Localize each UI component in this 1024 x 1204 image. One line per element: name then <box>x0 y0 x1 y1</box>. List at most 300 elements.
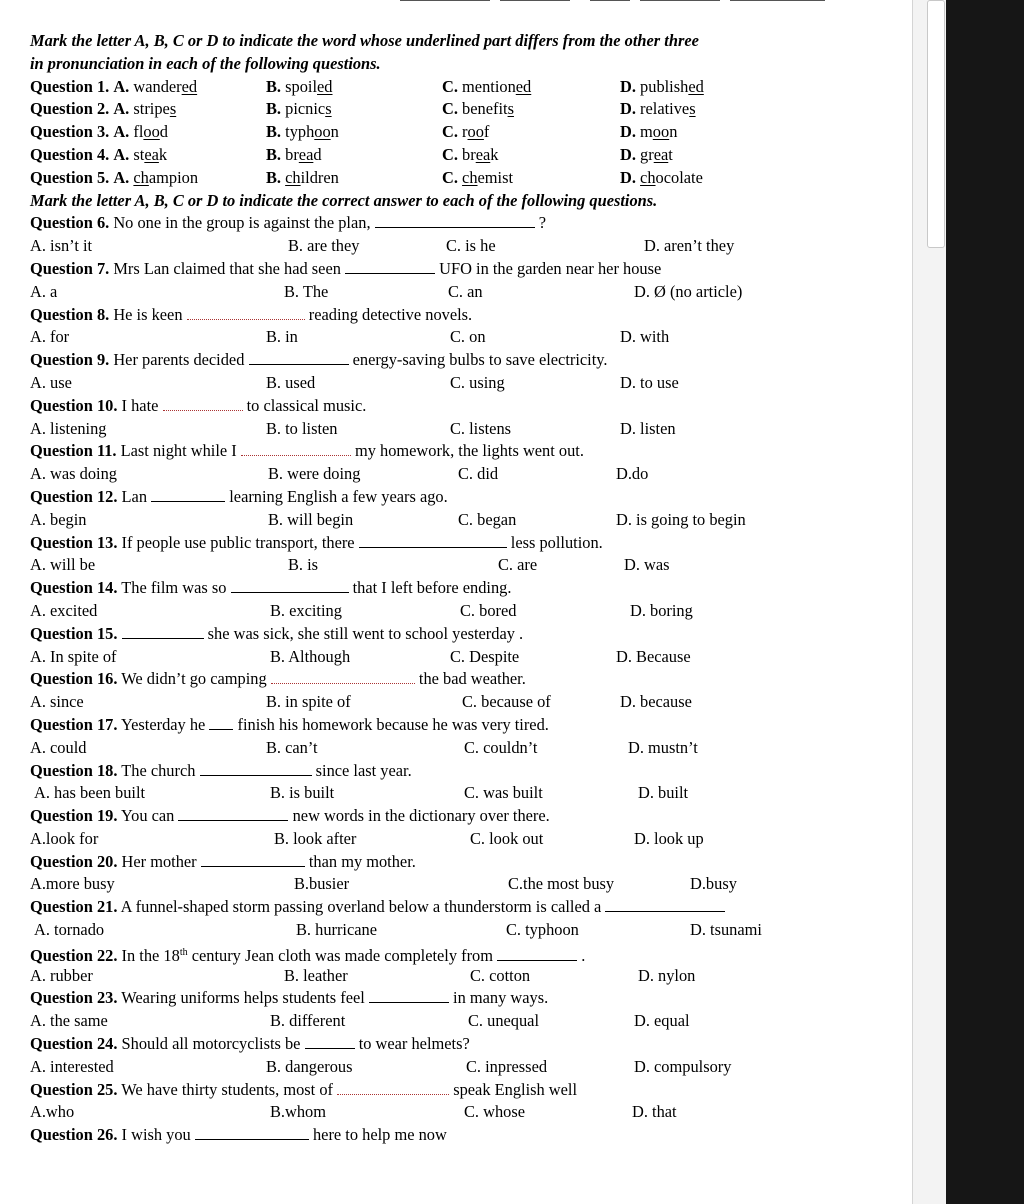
answer-option[interactable]: A. has been built <box>34 783 146 803</box>
answer-blank[interactable] <box>178 805 288 821</box>
answer-option[interactable]: D. to use <box>620 372 679 392</box>
pronunciation-questions <box>30 76 890 190</box>
answer-blank[interactable] <box>337 1079 449 1095</box>
answer-option[interactable]: C. began <box>458 509 517 529</box>
question-stem <box>30 760 890 783</box>
answer-option[interactable]: A. will be <box>30 555 96 575</box>
question-number: Question 10. <box>30 395 118 415</box>
answer-option[interactable] <box>620 76 704 99</box>
option-letter: C. <box>442 76 458 96</box>
underlined-part: oo <box>314 122 331 142</box>
word-part: typh <box>285 122 315 142</box>
question-text: . <box>581 945 586 965</box>
question-text: Her parents decided <box>113 350 245 370</box>
word-part: emist <box>477 167 514 187</box>
question-number: Question 7. <box>30 258 110 278</box>
question-stem <box>30 805 890 828</box>
word-part: fl <box>133 122 144 142</box>
answer-option[interactable]: B. in <box>266 327 298 347</box>
answer-option[interactable]: D. is going to begin <box>616 509 746 529</box>
answer-blank[interactable] <box>195 1124 309 1140</box>
answer-option[interactable] <box>266 167 339 190</box>
question-stem <box>30 1033 890 1056</box>
answer-option[interactable]: C. was built <box>464 783 543 803</box>
question-text: Yesterday he <box>120 714 206 734</box>
option-letter: A. <box>113 144 130 164</box>
question-text: The church <box>121 760 196 780</box>
question-text: finish his homework because he was very tired. <box>237 714 549 734</box>
answer-option[interactable] <box>620 167 703 190</box>
word-part: t <box>668 144 673 164</box>
question-stem <box>30 258 890 281</box>
answer-blank[interactable] <box>122 623 204 639</box>
answer-option[interactable]: C. couldn’t <box>464 737 538 757</box>
answer-option[interactable]: D.busy <box>690 874 737 894</box>
question-number: Question 26. <box>30 1125 118 1145</box>
answer-options-row <box>30 372 890 395</box>
question-number: Question 11. <box>30 441 117 461</box>
question-stem <box>30 395 890 418</box>
answer-option[interactable]: D. boring <box>630 600 693 620</box>
option-letter: D. <box>620 167 636 187</box>
answer-option[interactable]: D. was <box>624 555 670 575</box>
answer-blank[interactable] <box>200 760 312 776</box>
answer-option[interactable]: B. is built <box>270 783 335 803</box>
question-stem <box>30 304 890 327</box>
question-text: Her mother <box>121 851 197 871</box>
word-part: d <box>159 122 168 142</box>
answer-option[interactable]: A. In spite of <box>30 646 117 666</box>
question-text: my homework, the lights went out. <box>354 441 584 461</box>
question-text: ? <box>538 213 547 233</box>
answer-option[interactable]: D. mustn’t <box>628 737 698 757</box>
answer-blank[interactable] <box>375 212 535 228</box>
answer-option[interactable]: A. since <box>30 692 84 712</box>
word-part: st <box>133 144 145 164</box>
option-letter: D. <box>620 122 636 142</box>
question-text: than my mother. <box>308 851 416 871</box>
answer-option[interactable]: C. inpressed <box>466 1056 548 1076</box>
option-letter: C. <box>442 99 458 119</box>
answer-blank[interactable] <box>345 258 435 274</box>
word-part: picnic <box>285 99 326 119</box>
answer-option[interactable]: A.more busy <box>30 874 115 894</box>
question-stem <box>30 987 890 1010</box>
instruction-pronunciation-2: in pronunciation in each of the following questions. <box>30 53 381 73</box>
underlined-part: s <box>325 99 332 119</box>
answer-options-row <box>30 828 890 851</box>
answer-option[interactable]: A. isn’t it <box>30 236 93 256</box>
answer-option[interactable]: D. Ø (no article) <box>634 281 743 301</box>
answer-option[interactable] <box>620 121 677 144</box>
question-text: In the 18 <box>121 945 180 965</box>
option-letter: B. <box>266 167 282 187</box>
answer-option[interactable]: B. in spite of <box>266 692 351 712</box>
word-part: ildren <box>300 167 339 187</box>
question-text: that I left before ending. <box>352 578 512 598</box>
question-text: A funnel-shaped storm passing overland below a thunderstorm is called a <box>120 897 602 917</box>
answer-option[interactable]: C. because of <box>462 692 551 712</box>
answer-blank[interactable] <box>241 440 351 456</box>
word-part: d <box>313 144 322 164</box>
answer-blank[interactable] <box>359 532 507 548</box>
word-part: r <box>462 122 468 142</box>
question-stem <box>30 577 890 600</box>
word-part: br <box>285 144 299 164</box>
question-label: Question 5. <box>30 167 110 187</box>
underlined-part: s <box>689 99 696 119</box>
answer-option[interactable]: C. did <box>458 464 499 484</box>
option-letter: B. <box>266 122 282 142</box>
answer-option[interactable]: A. use <box>30 372 72 392</box>
question-number: Question 13. <box>30 532 118 552</box>
question-number: Question 18. <box>30 760 118 780</box>
question-number: Question 21. <box>30 897 118 917</box>
answer-option[interactable]: B. were doing <box>268 464 361 484</box>
question-stem <box>30 212 890 235</box>
underlined-part: s <box>507 99 514 119</box>
answer-option[interactable]: C. is he <box>446 236 496 256</box>
option-letter: A. <box>113 122 130 142</box>
answer-option[interactable] <box>30 76 197 99</box>
answer-option[interactable]: D.do <box>616 464 649 484</box>
question-stem <box>30 714 890 737</box>
question-text: I hate <box>121 395 159 415</box>
superscript: th <box>179 946 188 958</box>
answer-options-row <box>30 281 890 304</box>
question-stem <box>30 1124 890 1147</box>
answer-option[interactable]: B. to listen <box>266 418 338 438</box>
question-stem <box>30 486 890 509</box>
underlined-part: ed <box>515 76 532 96</box>
answer-option[interactable] <box>620 144 673 167</box>
multiple-choice-questions <box>30 212 890 1147</box>
answer-option[interactable]: C. bored <box>460 600 517 620</box>
answer-option[interactable]: A. a <box>30 281 58 301</box>
answer-option[interactable]: D. because <box>620 692 692 712</box>
answer-blank[interactable] <box>201 851 305 867</box>
question-text: We have thirty students, most of <box>121 1079 333 1099</box>
question-number: Question 9. <box>30 350 110 370</box>
question-text: The film was so <box>121 578 227 598</box>
underlined-part: ed <box>688 76 704 96</box>
question-text: new words in the dictionary over there. <box>292 806 550 826</box>
answer-option[interactable] <box>442 167 513 190</box>
answer-option[interactable]: B. Although <box>270 646 351 666</box>
answer-option[interactable] <box>30 144 167 167</box>
question-stem <box>30 1079 890 1102</box>
underlined-part: ea <box>653 144 669 164</box>
answer-option[interactable]: A. listening <box>30 418 107 438</box>
question-text: Wearing uniforms helps students feel <box>121 988 365 1008</box>
underlined-part: ea <box>144 144 159 164</box>
question-text: reading detective novels. <box>308 304 473 324</box>
question-stem <box>30 668 890 691</box>
option-letter: D. <box>620 76 636 96</box>
pronunciation-question <box>30 98 890 121</box>
underlined-part: ed <box>181 76 198 96</box>
option-letter: C. <box>442 122 458 142</box>
answer-option[interactable] <box>30 98 176 121</box>
question-number: Question 8. <box>30 304 110 324</box>
question-number: Question 25. <box>30 1079 118 1099</box>
answer-option[interactable]: A. could <box>30 737 87 757</box>
pronunciation-question <box>30 76 890 99</box>
question-number: Question 6. <box>30 213 110 233</box>
word-part: n <box>669 122 678 142</box>
answer-blank[interactable] <box>209 714 233 730</box>
answer-option[interactable]: B. leather <box>284 965 348 985</box>
answer-option[interactable]: B. The <box>284 281 329 301</box>
answer-option[interactable]: D. look up <box>634 828 704 848</box>
question-text: to classical music. <box>246 395 367 415</box>
answer-options-row <box>30 1010 890 1033</box>
answer-option[interactable]: C. look out <box>470 828 544 848</box>
question-text: energy-saving bulbs to save electricity. <box>352 350 608 370</box>
word-part: stripe <box>133 99 170 119</box>
answer-option[interactable]: B. hurricane <box>296 920 378 940</box>
answer-option[interactable]: D. built <box>638 783 689 803</box>
answer-option[interactable]: D. nylon <box>638 965 696 985</box>
question-stem <box>30 942 890 965</box>
answer-option[interactable]: D. that <box>632 1102 677 1122</box>
answer-option[interactable]: B. will begin <box>268 509 354 529</box>
answer-option[interactable]: C. typhoon <box>506 920 579 940</box>
word-part: ampion <box>148 167 199 187</box>
answer-option[interactable]: D. compulsory <box>634 1056 732 1076</box>
answer-option[interactable]: C. are <box>498 555 538 575</box>
answer-option[interactable]: A. begin <box>30 509 87 529</box>
answer-blank[interactable] <box>187 304 305 320</box>
answer-options-row <box>30 646 890 669</box>
underlined-part: ch <box>462 167 478 187</box>
word-part: wander <box>133 76 182 96</box>
answer-option[interactable] <box>266 98 332 121</box>
answer-option[interactable] <box>442 121 489 144</box>
question-label: Question 3. <box>30 122 110 142</box>
question-text: to wear helmets? <box>358 1034 470 1054</box>
answer-option[interactable]: A.who <box>30 1102 75 1122</box>
question-text: the bad weather. <box>418 669 526 689</box>
word-part: n <box>330 122 339 142</box>
answer-option[interactable]: C. Despite <box>450 646 520 666</box>
answer-options-row <box>30 463 890 486</box>
answer-blank[interactable] <box>497 945 577 961</box>
question-text: since last year. <box>315 760 412 780</box>
question-text: No one in the group is against the plan, <box>113 213 371 233</box>
answer-options-row <box>30 873 890 896</box>
word-part: relative <box>640 99 690 119</box>
question-stem <box>30 532 890 555</box>
question-stem <box>30 440 890 463</box>
question-text: We didn’t go camping <box>121 669 267 689</box>
question-label: Question 4. <box>30 144 110 164</box>
question-text: Should all motorcyclists be <box>121 1034 301 1054</box>
question-text: learning English a few years ago. <box>229 486 448 506</box>
answer-option[interactable]: B. is <box>288 555 319 575</box>
answer-option[interactable]: A. interested <box>30 1056 114 1076</box>
answer-option[interactable] <box>266 144 322 167</box>
word-part: m <box>640 122 653 142</box>
word-part: gr <box>640 144 654 164</box>
question-text: Mrs Lan claimed that she had seen <box>113 258 341 278</box>
answer-option[interactable]: D. listen <box>620 418 676 438</box>
question-number: Question 20. <box>30 851 118 871</box>
answer-option[interactable]: B. used <box>266 372 316 392</box>
answer-options-row <box>30 600 890 623</box>
answer-option[interactable]: B. look after <box>274 828 357 848</box>
answer-option[interactable]: A. rubber <box>30 965 93 985</box>
answer-option[interactable]: B. can’t <box>266 737 318 757</box>
answer-option[interactable]: D. aren’t they <box>644 236 735 256</box>
question-text: Lan <box>121 486 148 506</box>
answer-blank[interactable] <box>369 987 449 1003</box>
question-number: Question 16. <box>30 669 118 689</box>
underlined-part: oo <box>143 122 160 142</box>
answer-option[interactable]: D. tsunami <box>690 920 762 940</box>
answer-options-row <box>30 737 890 760</box>
question-number: Question 19. <box>30 806 118 826</box>
underlined-part: oo <box>652 122 670 142</box>
option-letter: A. <box>113 167 130 187</box>
underlined-part: s <box>169 99 177 119</box>
answer-blank[interactable] <box>305 1033 355 1049</box>
answer-option[interactable]: C. cotton <box>470 965 531 985</box>
answer-option[interactable]: C. listens <box>450 418 512 438</box>
option-letter: A. <box>113 76 130 96</box>
option-letter: C. <box>442 144 458 164</box>
answer-option[interactable]: A. was doing <box>30 464 117 484</box>
answer-options-row <box>30 326 890 349</box>
option-letter: B. <box>266 144 282 164</box>
word-part: br <box>462 144 476 164</box>
underlined-part: ch <box>285 167 301 187</box>
answer-options-row <box>30 235 890 258</box>
answer-blank[interactable] <box>249 349 349 365</box>
answer-option[interactable] <box>30 121 168 144</box>
word-part: spoil <box>285 76 318 96</box>
answer-option[interactable]: B. are they <box>288 236 360 256</box>
word-part: mention <box>462 76 516 96</box>
question-stem <box>30 851 890 874</box>
word-part: f <box>483 122 490 142</box>
answer-blank[interactable] <box>231 577 349 593</box>
answer-option[interactable]: C. whose <box>464 1102 526 1122</box>
answer-option[interactable]: C. unequal <box>468 1011 540 1031</box>
answer-option[interactable]: B. different <box>270 1011 346 1031</box>
instruction-correct-answer: Mark the letter A, B, C or D to indicate the correct answer to each of the following questions. <box>30 190 658 210</box>
question-number: Question 15. <box>30 623 118 643</box>
question-stem <box>30 349 890 372</box>
answer-option[interactable] <box>442 98 514 121</box>
answer-option[interactable] <box>442 76 531 99</box>
answer-option[interactable]: D. equal <box>634 1011 690 1031</box>
instruction-pronunciation-1: Mark the letter A, B, C or D to indicate the word whose underlined part differs from the other three <box>30 31 699 50</box>
answer-option[interactable]: D. with <box>620 327 670 347</box>
question-text: Last night while I <box>120 441 237 461</box>
pronunciation-question <box>30 121 890 144</box>
answer-option[interactable]: C. using <box>450 372 505 392</box>
pronunciation-question <box>30 167 890 190</box>
question-stem <box>30 623 890 646</box>
answer-option[interactable]: C. on <box>450 327 486 347</box>
pronunciation-question <box>30 144 890 167</box>
answer-option[interactable] <box>266 121 339 144</box>
question-text: He is keen <box>113 304 183 324</box>
question-number: Question 12. <box>30 486 118 506</box>
answer-blank[interactable] <box>163 395 243 411</box>
underlined-part: ea <box>475 144 491 164</box>
answer-option[interactable]: D. Because <box>616 646 691 666</box>
option-letter: A. <box>113 99 130 119</box>
answer-option[interactable]: A. excited <box>30 600 98 620</box>
question-text: in many ways. <box>453 988 549 1008</box>
question-number: Question 24. <box>30 1034 118 1054</box>
exercise-content <box>30 30 890 1147</box>
underlined-part: ch <box>640 167 656 187</box>
question-text: here to help me now <box>312 1125 447 1145</box>
answer-options-row <box>30 691 890 714</box>
answer-option[interactable] <box>442 144 498 167</box>
answer-option[interactable]: A. tornado <box>34 920 105 940</box>
answer-option[interactable] <box>30 167 198 190</box>
scrollbar-thumb[interactable] <box>927 0 945 248</box>
question-text: If people use public transport, there <box>121 532 355 552</box>
answer-option[interactable] <box>266 76 333 99</box>
answer-option[interactable]: B.busier <box>294 874 350 894</box>
cropped-text-fragment <box>400 0 830 5</box>
underlined-part: ed <box>317 76 333 96</box>
answer-options-row <box>30 1101 890 1124</box>
question-number: Question 23. <box>30 988 118 1008</box>
answer-options-row <box>30 965 890 988</box>
answer-blank[interactable] <box>271 668 415 684</box>
answer-option[interactable]: C. an <box>448 281 483 301</box>
option-letter: D. <box>620 99 636 119</box>
question-text: speak English well <box>453 1079 578 1099</box>
window-edge <box>946 0 1024 1204</box>
option-letter: D. <box>620 144 636 164</box>
answer-options-row <box>30 1056 890 1079</box>
answer-options-row <box>30 554 890 577</box>
option-letter: C. <box>442 167 458 187</box>
answer-option[interactable]: B. dangerous <box>266 1056 353 1076</box>
question-text: You can <box>120 806 175 826</box>
answer-options-row <box>30 782 890 805</box>
question-text: century Jean cloth was made completely from <box>191 945 494 965</box>
question-number: Question 22. <box>30 945 118 965</box>
option-letter: B. <box>266 76 282 96</box>
answer-option[interactable]: B. exciting <box>270 600 342 620</box>
answer-options-row <box>30 919 890 942</box>
answer-blank[interactable] <box>151 486 225 502</box>
answer-option[interactable] <box>620 98 696 121</box>
answer-option[interactable]: A. the same <box>30 1011 108 1031</box>
answer-option[interactable]: B.whom <box>270 1102 327 1122</box>
answer-blank[interactable] <box>605 896 725 912</box>
question-number: Question 14. <box>30 578 118 598</box>
word-part: k <box>158 144 168 164</box>
option-letter: B. <box>266 99 282 119</box>
answer-option[interactable]: A.look for <box>30 828 99 848</box>
question-text: I wish you <box>121 1125 191 1145</box>
answer-option[interactable]: C.the most busy <box>508 874 615 894</box>
answer-options-row <box>30 509 890 532</box>
question-label: Question 1. <box>30 76 110 96</box>
underlined-part: ch <box>133 167 149 187</box>
word-part: ocolate <box>655 167 703 187</box>
answer-option[interactable]: A. for <box>30 327 70 347</box>
